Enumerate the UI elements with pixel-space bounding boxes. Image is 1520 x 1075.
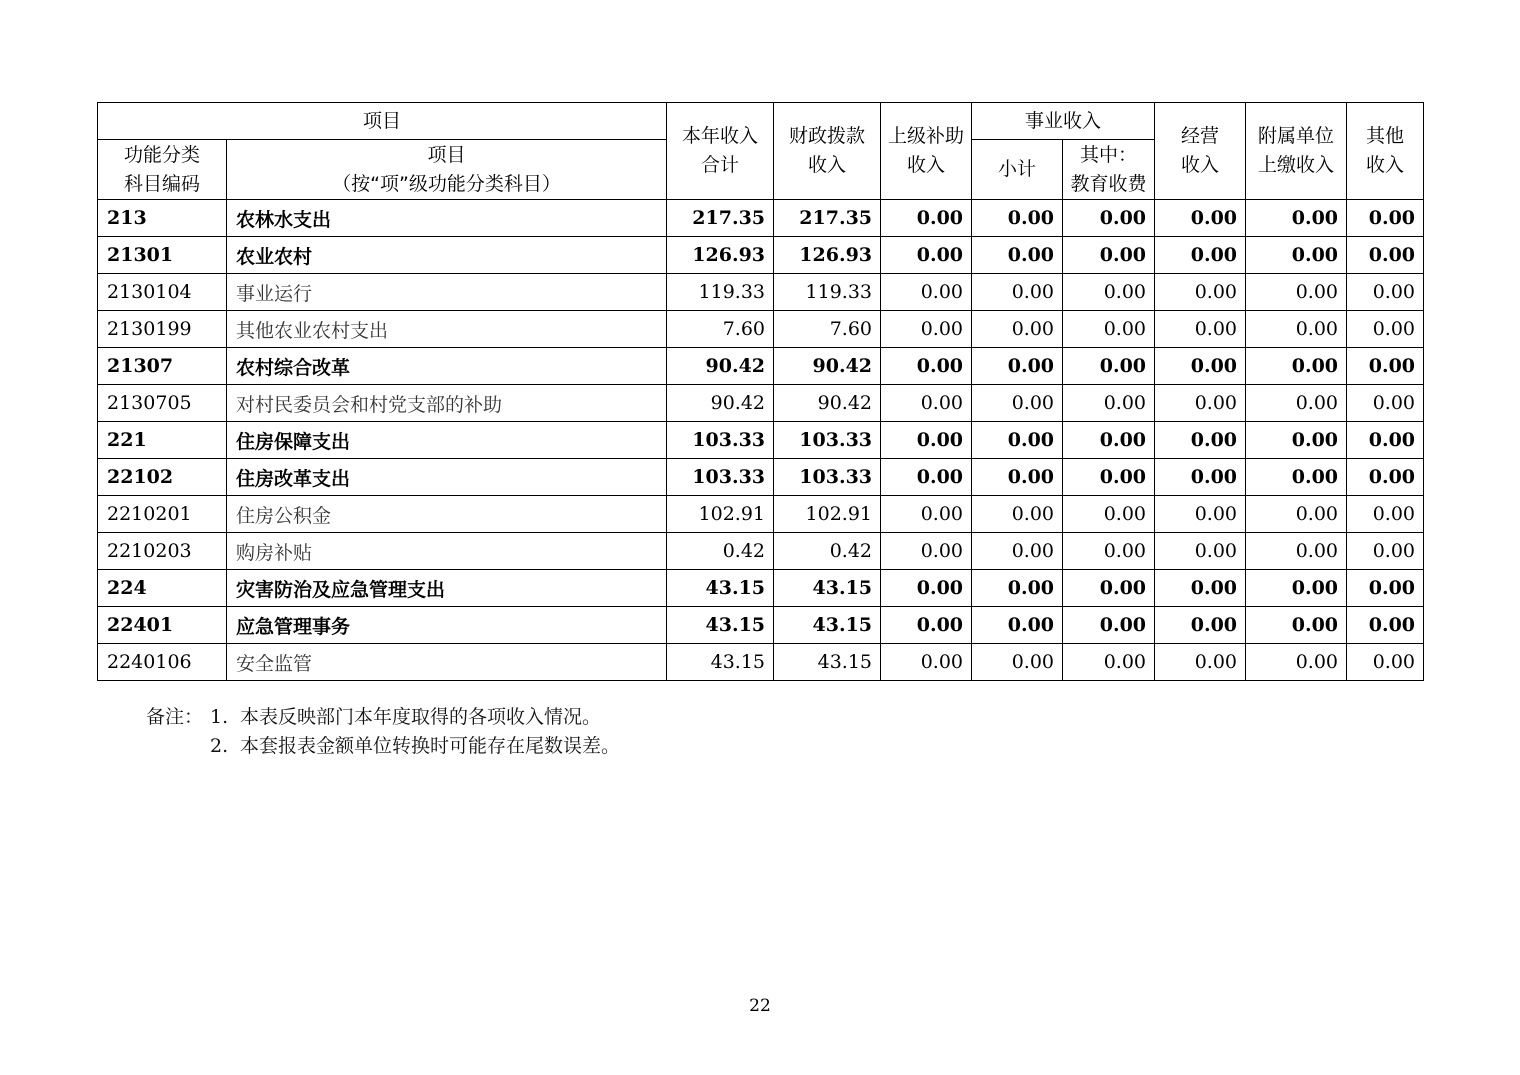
- row-code: 21301: [98, 237, 227, 274]
- row-oper: 0.00: [1155, 200, 1246, 237]
- table-row: [98, 311, 1424, 348]
- row-affil: 0.00: [1246, 200, 1347, 237]
- row-other: 0.00: [1347, 533, 1424, 570]
- row-fiscal: 90.42: [774, 348, 881, 385]
- row-affil: 0.00: [1246, 422, 1347, 459]
- row-affil: 0.00: [1246, 607, 1347, 644]
- row-upper: 0.00: [881, 644, 972, 681]
- row-oper: 0.00: [1155, 274, 1246, 311]
- header-fiscal: 财政拨款 收入: [774, 103, 881, 200]
- row-edu: 0.00: [1063, 311, 1155, 348]
- table-row: [98, 459, 1424, 496]
- row-total: 43.15: [667, 607, 774, 644]
- row-subtotal: 0.00: [972, 200, 1063, 237]
- row-upper: 0.00: [881, 385, 972, 422]
- row-other: 0.00: [1347, 607, 1424, 644]
- row-code: 213: [98, 200, 227, 237]
- row-oper: 0.00: [1155, 570, 1246, 607]
- row-code: 2240106: [98, 644, 227, 681]
- row-edu: 0.00: [1063, 644, 1155, 681]
- row-name: 其他农业农村支出: [227, 311, 667, 348]
- row-subtotal: 0.00: [972, 459, 1063, 496]
- header-career: 事业收入: [972, 103, 1155, 140]
- row-code: 224: [98, 570, 227, 607]
- row-total: 126.93: [667, 237, 774, 274]
- row-fiscal: 43.15: [774, 570, 881, 607]
- row-affil: 0.00: [1246, 348, 1347, 385]
- row-name: 农林水支出: [227, 200, 667, 237]
- row-subtotal: 0.00: [972, 644, 1063, 681]
- table-row: [98, 348, 1424, 385]
- row-total: 90.42: [667, 385, 774, 422]
- row-total: 0.42: [667, 533, 774, 570]
- table-body: [98, 200, 1424, 681]
- row-code: 2210201: [98, 496, 227, 533]
- table-row: [98, 274, 1424, 311]
- row-total: 90.42: [667, 348, 774, 385]
- row-name: 安全监管: [227, 644, 667, 681]
- row-subtotal: 0.00: [972, 311, 1063, 348]
- row-total: 103.33: [667, 422, 774, 459]
- row-subtotal: 0.00: [972, 385, 1063, 422]
- table-row: [98, 570, 1424, 607]
- row-oper: 0.00: [1155, 311, 1246, 348]
- row-affil: 0.00: [1246, 385, 1347, 422]
- row-fiscal: 0.42: [774, 533, 881, 570]
- header-other: 其他 收入: [1347, 103, 1424, 200]
- row-subtotal: 0.00: [972, 570, 1063, 607]
- row-oper: 0.00: [1155, 348, 1246, 385]
- row-code: 22401: [98, 607, 227, 644]
- row-name: 农村综合改革: [227, 348, 667, 385]
- row-other: 0.00: [1347, 385, 1424, 422]
- row-code: 221: [98, 422, 227, 459]
- table-row: [98, 607, 1424, 644]
- header-upper: 上级补助 收入: [881, 103, 972, 200]
- row-other: 0.00: [1347, 422, 1424, 459]
- row-upper: 0.00: [881, 533, 972, 570]
- note-text: 本表反映部门本年度取得的各项收入情况。: [240, 706, 602, 728]
- row-fiscal: 103.33: [774, 459, 881, 496]
- row-other: 0.00: [1347, 459, 1424, 496]
- row-code: 2210203: [98, 533, 227, 570]
- row-fiscal: 102.91: [774, 496, 881, 533]
- row-total: 43.15: [667, 570, 774, 607]
- header-item: 项目 （按“项”级功能分类科目）: [227, 140, 667, 200]
- income-table: [97, 102, 1424, 681]
- row-name: 灾害防治及应急管理支出: [227, 570, 667, 607]
- row-oper: 0.00: [1155, 644, 1246, 681]
- header-affil: 附属单位 上缴收入: [1246, 103, 1347, 200]
- row-oper: 0.00: [1155, 422, 1246, 459]
- row-subtotal: 0.00: [972, 274, 1063, 311]
- row-fiscal: 7.60: [774, 311, 881, 348]
- row-code: 22102: [98, 459, 227, 496]
- row-edu: 0.00: [1063, 533, 1155, 570]
- note-text: 本套报表金额单位转换时可能存在尾数误差。: [240, 735, 621, 757]
- note-number: 1.: [210, 706, 229, 728]
- row-name: 农业农村: [227, 237, 667, 274]
- row-upper: 0.00: [881, 459, 972, 496]
- row-subtotal: 0.00: [972, 607, 1063, 644]
- row-affil: 0.00: [1246, 644, 1347, 681]
- row-affil: 0.00: [1246, 533, 1347, 570]
- row-upper: 0.00: [881, 348, 972, 385]
- row-subtotal: 0.00: [972, 348, 1063, 385]
- row-total: 43.15: [667, 644, 774, 681]
- row-name: 对村民委员会和村党支部的补助: [227, 385, 667, 422]
- row-subtotal: 0.00: [972, 422, 1063, 459]
- header-oper: 经营 收入: [1155, 103, 1246, 200]
- row-fiscal: 90.42: [774, 385, 881, 422]
- row-edu: 0.00: [1063, 348, 1155, 385]
- table-header: [98, 103, 1424, 200]
- header-project: 项目: [98, 103, 667, 140]
- row-upper: 0.00: [881, 496, 972, 533]
- row-oper: 0.00: [1155, 607, 1246, 644]
- page-number: 22: [749, 996, 771, 1016]
- row-oper: 0.00: [1155, 385, 1246, 422]
- row-edu: 0.00: [1063, 274, 1155, 311]
- row-code: 21307: [98, 348, 227, 385]
- row-name: 住房保障支出: [227, 422, 667, 459]
- row-upper: 0.00: [881, 570, 972, 607]
- header-subtotal: 小计: [972, 140, 1063, 200]
- table-row: [98, 644, 1424, 681]
- row-code: 2130705: [98, 385, 227, 422]
- row-affil: 0.00: [1246, 570, 1347, 607]
- row-oper: 0.00: [1155, 533, 1246, 570]
- row-subtotal: 0.00: [972, 533, 1063, 570]
- row-upper: 0.00: [881, 200, 972, 237]
- row-other: 0.00: [1347, 348, 1424, 385]
- row-fiscal: 43.15: [774, 607, 881, 644]
- row-oper: 0.00: [1155, 459, 1246, 496]
- row-edu: 0.00: [1063, 607, 1155, 644]
- row-upper: 0.00: [881, 274, 972, 311]
- row-oper: 0.00: [1155, 496, 1246, 533]
- row-name: 住房改革支出: [227, 459, 667, 496]
- row-edu: 0.00: [1063, 385, 1155, 422]
- row-name: 购房补贴: [227, 533, 667, 570]
- row-total: 119.33: [667, 274, 774, 311]
- row-subtotal: 0.00: [972, 496, 1063, 533]
- row-total: 7.60: [667, 311, 774, 348]
- row-code: 2130199: [98, 311, 227, 348]
- row-edu: 0.00: [1063, 237, 1155, 274]
- row-other: 0.00: [1347, 274, 1424, 311]
- row-upper: 0.00: [881, 607, 972, 644]
- row-edu: 0.00: [1063, 200, 1155, 237]
- table-row: [98, 422, 1424, 459]
- table-row: [98, 385, 1424, 422]
- row-edu: 0.00: [1063, 422, 1155, 459]
- header-total: 本年收入 合计: [667, 103, 774, 200]
- notes: [146, 703, 620, 761]
- note-number: 2.: [210, 735, 229, 757]
- row-oper: 0.00: [1155, 237, 1246, 274]
- row-subtotal: 0.00: [972, 237, 1063, 274]
- row-name: 应急管理事务: [227, 607, 667, 644]
- row-edu: 0.00: [1063, 570, 1155, 607]
- row-upper: 0.00: [881, 237, 972, 274]
- table-row: [98, 496, 1424, 533]
- row-other: 0.00: [1347, 496, 1424, 533]
- table-row: [98, 533, 1424, 570]
- row-upper: 0.00: [881, 422, 972, 459]
- row-fiscal: 43.15: [774, 644, 881, 681]
- row-other: 0.00: [1347, 237, 1424, 274]
- row-fiscal: 126.93: [774, 237, 881, 274]
- row-fiscal: 103.33: [774, 422, 881, 459]
- row-other: 0.00: [1347, 200, 1424, 237]
- row-name: 住房公积金: [227, 496, 667, 533]
- row-affil: 0.00: [1246, 311, 1347, 348]
- row-fiscal: 217.35: [774, 200, 881, 237]
- row-other: 0.00: [1347, 644, 1424, 681]
- row-affil: 0.00: [1246, 274, 1347, 311]
- row-edu: 0.00: [1063, 459, 1155, 496]
- row-fiscal: 119.33: [774, 274, 881, 311]
- row-total: 103.33: [667, 459, 774, 496]
- notes-label: 备注：: [146, 706, 204, 728]
- row-edu: 0.00: [1063, 496, 1155, 533]
- row-affil: 0.00: [1246, 459, 1347, 496]
- row-affil: 0.00: [1246, 237, 1347, 274]
- header-code: 功能分类 科目编码: [98, 140, 227, 200]
- row-total: 217.35: [667, 200, 774, 237]
- table-row: [98, 237, 1424, 274]
- row-name: 事业运行: [227, 274, 667, 311]
- row-code: 2130104: [98, 274, 227, 311]
- row-total: 102.91: [667, 496, 774, 533]
- table-row: [98, 200, 1424, 237]
- header-edu: 其中： 教育收费: [1063, 140, 1155, 200]
- row-other: 0.00: [1347, 311, 1424, 348]
- row-upper: 0.00: [881, 311, 972, 348]
- row-other: 0.00: [1347, 570, 1424, 607]
- row-affil: 0.00: [1246, 496, 1347, 533]
